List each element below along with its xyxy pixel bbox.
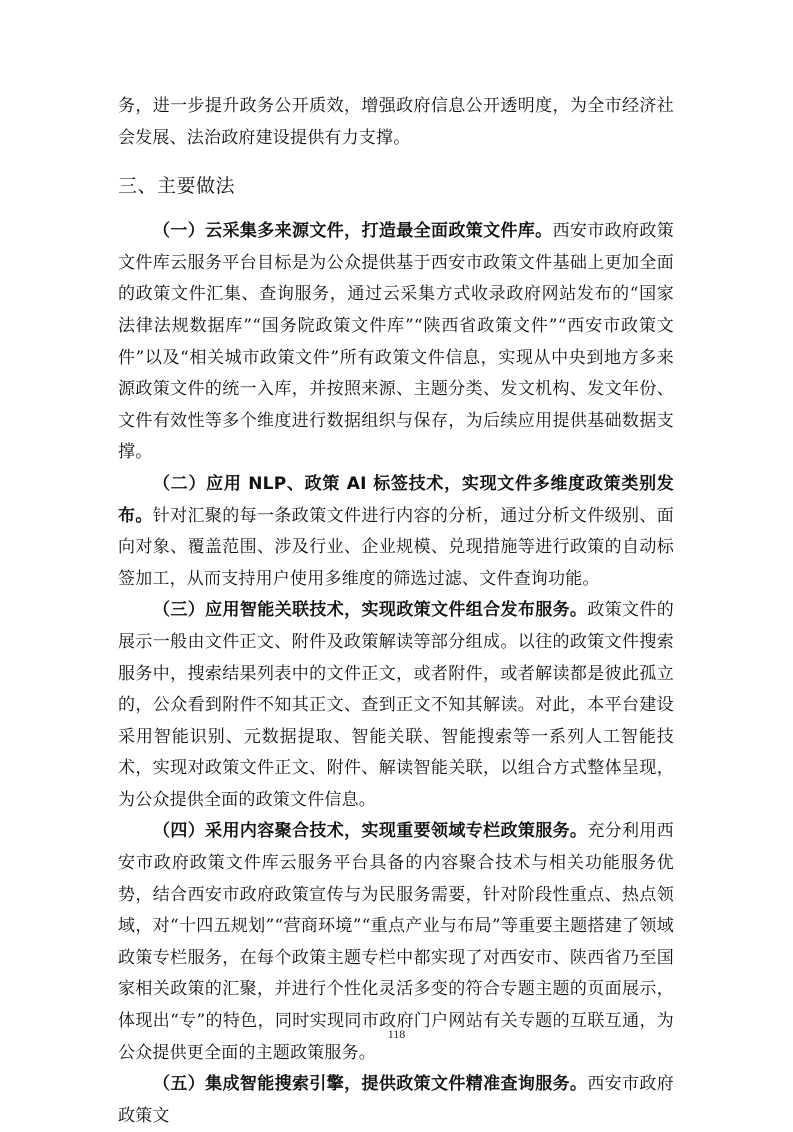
page-content [118,91,674,1132]
paragraph-3-body: 政策文件的展示一般由文件正文、附件及政策解读等部分组成。以往的政策文件搜索服务中，搜索结果列表中的文件正文，或者附件，或者解读都是彼此孤立的，公众看到附件不知其正文、查到正文不知其解读。对此，本平台建设采用智能识别、元数据提取、智能关联、智能搜索等一系列人工智能技术，实现对政策文件正文、附件、解读智能关联，以组合方式整体呈现，为公众提供全面的政策文件信息。 [118,600,675,810]
paragraph-2-body: 针对汇聚的每一条政策文件进行内容的分析，通过分析文件级别、面向对象、覆盖范围、涉及行业、企业规模、兑现措施等进行政策的自动标签加工，从而支持用户使用多维度的筛选过滤、文件查询功能。 [118,505,674,589]
paragraph-1-body: 西安市政府政策文件库云服务平台目标是为公众提供基于西安市政策文件基础上更加全面的政策文件汇集、查询服务，通过云采集方式收录政府网站发布的“国家法律法规数据库”“国务院政策文件库”“陕西省政策文件”“西安市政策文件”以及“相关城市政策文件”所有政策文件信息，实现从中央到地方多来源政策文件的统一入库，并按照来源、主题分类、发文机构、发文年份、文件有效性等多个维度进行数据组织与保存，为后续应用提供基础数据支撑。 [118,221,674,463]
paragraph-5 [118,1069,674,1132]
page-number: 118 [387,1027,406,1041]
paragraph-5-lead: （五）集成智能搜索引擎，提供政策文件精准查询服务。 [153,1074,588,1095]
paragraph-2 [118,469,674,595]
paragraph-1 [118,216,674,469]
intro-paragraph: 务，进一步提升政务公开质效，增强政府信息公开透明度，为全市经济社会发展、法治政府建设提供有力支撑。 [118,96,674,148]
paragraph-5-body: 西安市政府政策文 [118,1074,675,1126]
section-heading: 三、主要做法 [118,175,236,198]
paragraph-1-lead: （一）云采集多来源文件，打造最全面政策文件库。 [153,221,553,242]
paragraph-2-lead: （二）应用 NLP、政策 AI 标签技术，实现文件多维度政策类别发布。 [118,473,674,526]
paragraph-3-lead: （三）应用智能关联技术，实现政策文件组合发布服务。 [153,600,588,621]
paragraph-4-body: 充分利用西安市政府政策文件库云服务平台具备的内容聚合技术与相关功能服务优势，结合西安市政府政策宣传与为民服务需要，针对阶段性重点、热点领域，对“十四五规划”“营商环境”“重点产业与布局”等重要主题搭建了领域政策专栏服务，在每个政策主题专栏中都实现了对西安市、陕西省乃至国家相关政策的汇聚，并进行个性化灵活多变的符合专题主题的页面展示，体现出“专”的特色，同时实现同市政府门户网站有关专题的互联互通，为公众提供更全面的主题政策服务。 [118,821,675,1063]
paragraph-4-lead: （四）采用内容聚合技术，实现重要领域专栏政策服务。 [153,821,588,842]
paragraph-3 [118,595,674,816]
